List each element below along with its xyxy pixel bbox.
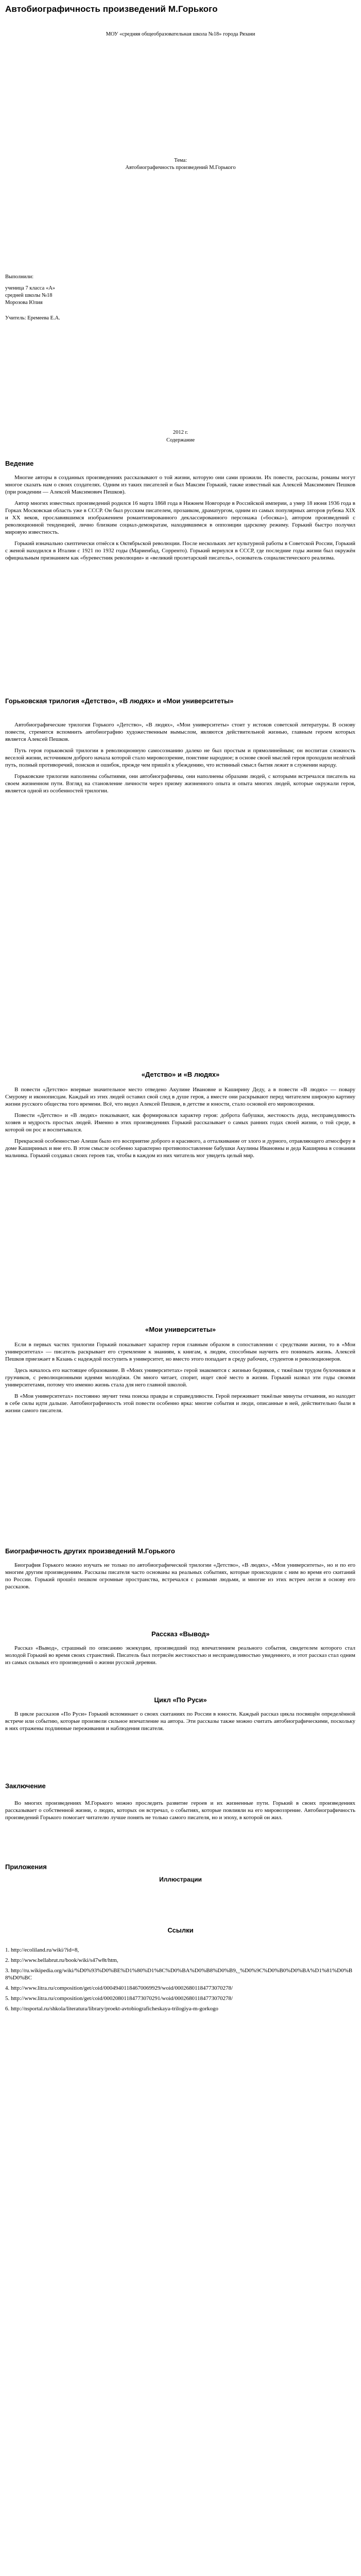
reference-link[interactable]: 5. http://www.litra.ru/composition/get/coid/00020801184773070291/woid/00026801184773070278/ bbox=[5, 1995, 233, 2002]
student-line: Морозова Юлия bbox=[5, 300, 43, 306]
section-body bbox=[5, 1086, 355, 1292]
paragraph: Многие авторы в созданных произведениях рассказывают о той жизни, которую они сами прожили. Их повести, рассказы, романы могут многое сказать нам о своих создателях. Одним из таких писателей и был Максим Горький, также известный как Алексей Максимович Пешков (при рождении — Алексей Максимович Пешков). bbox=[5, 474, 355, 495]
section-heading: Горьковская трилогия «Детство», «В людях» и «Мои университеты» bbox=[5, 697, 234, 705]
reference-link[interactable]: 3. http://ru.wikipedia.org/wiki/%D0%93%D0%BE%D1%80%D1%8C%D0%BA%D0%B8%D0%B9,_%D0%9C%D0%B0%D0%BA%D1%81%D0%B8%D0%BC bbox=[5, 1968, 353, 1981]
section-heading: Рассказ «Вывод» bbox=[151, 1630, 210, 1638]
section-heading: Биографичность других произведений М.Горького bbox=[5, 1547, 175, 1555]
paragraph: Горький изначально скептически отнёсся к Октябрьской революции. После нескольких лет культурной работы в Советской России, Горький с женой находился в Италии с 1921 по 1932 годы (Мариенбад, Сорренто). Горький вернулся в СССР, где последние годы жизни был окружён официальным признанием как «буревестник революции» и «великий пролетарский писатель», основатель социалистического реализма. bbox=[5, 540, 355, 561]
paragraph: В повести «Детство» впервые значительное место отведено Акулине Ивановне и Каширину Деду, а в повести «В людях» — повару Смурому и иконописцам. Каждый из этих людей оставил свой след в душе героя, а вместе они раскрывают перед читателем широкую картину жизни русского общества того времени. Всё, что видел Алексей Пешков, в детстве и юности, стало основой его мировоззрения. bbox=[5, 1087, 355, 1107]
document-title: Автобиографичность произведений М.Горького bbox=[5, 4, 218, 14]
paragraph: Если в первых частях трилогии Горький показывает характер героя главным образом в сопоставлении с средствами жизни, то в «Мои университетах» — писатель раскрывает его стремление к знаниям, к книгам, к людям, способным научить его понимать жизнь. Алексей Пешков приезжает в Казань с надеждой поступить в университет, но вместо этого попадает в среду рабочих, студентов и революционеров. bbox=[5, 1342, 355, 1362]
section-heading: «Мои университеты» bbox=[145, 1326, 216, 1333]
section-heading: Приложения bbox=[5, 1863, 47, 1871]
section-body bbox=[5, 474, 355, 665]
appendix-subheading: Иллюстрации bbox=[159, 1876, 202, 1883]
paragraph: Горьковские трилогии наполнены событиями, они автобиографичны, они наполнены образами людей, с которыми встречался писатель на своем жизненном пути. Взгляд на становление личности через призму жизненного опыта и опыта многих людей, которые окружали героя, является одной из особенностей трилогии. bbox=[5, 773, 355, 794]
paragraph: Путь героя горьковской трилогии в революционную самосознанию далеко не был простым и прямолинейным; он воспитан сложность веселой жизни, источником доброго начала которой стало мировоззрение, поистине народное; в основе своей мыслей героя проходили нелёгкий путь, полный противоречий, поисков и ошибок, прежде чем пришёл к убеждению, что истинный смысл бытия лежит в служении народу. bbox=[5, 748, 355, 768]
performed-label: Выполнили: bbox=[5, 274, 34, 280]
paragraph: Здесь началось его настоящее образование. В «Моих университетах» герой знакомится с жизнью бедняков, с тяжёлым трудом булочников и грузчиков, с революционными идеями молодёжи. Он много читает, спорит, ищет своё место в жизни. Горький назвал эти годы своими университетами, потому что именно жизнь стала для него главной школой. bbox=[5, 1367, 355, 1388]
paragraph: Автор многих известных произведений родился 16 марта 1868 года в Нижнем Новгороде в Российской империи, а умер 18 июня 1936 года в Горках Московская область уже в СССР. Он был русским писателем, прозаиком, драматургом, одним из самых популярных авторов рубежа XIX и XX веков, прославившимся изображением романтизированного деклассированного персонажа («босяка»), автором произведений с революционной тенденцией, лично близким социал-демократам, находившимся в оппозиции царскому режиму. Горький быстро получил мировую известность. bbox=[5, 500, 355, 535]
reference-link[interactable]: 2. http://www.bellabrut.ru/book/wiki/s47w8t/htm, bbox=[5, 1957, 118, 1963]
year: 2012 г. bbox=[173, 430, 188, 435]
theme-text: Автобиографичность произведений М.Горького bbox=[125, 165, 236, 171]
paragraph: Рассказ «Вывод», страшный по описанию экзекуции, произведший под впечатлением реального события, свидетелем которого стал молодой Горький во время своих странствий. Писатель был потрясён жестокостью и несправедливостью увиденного, и этот рассказ стал одним из самых сильных его произведений о жизни русской деревни. bbox=[5, 1645, 355, 1666]
student-line: средней школы №18 bbox=[5, 293, 53, 298]
contents-label: Содержание bbox=[166, 437, 195, 443]
section-body bbox=[5, 1645, 355, 1691]
reference-link[interactable]: 4. http://www.litra.ru/composition/get/coid/00049401184670069929/woid/00026801184773070278/ bbox=[5, 1985, 233, 1991]
section-body bbox=[5, 721, 355, 1041]
paragraph: Повести «Детство» и «В людях» показывают, как формировался характер героя: доброта бабушки, жестокость деда, несправедливость хозяев и мудрость простых людей. Именно в этих произведениях Горький рассказывает о самых ранних годах своей жизни, о той среде, в которой он рос и воспитывался. bbox=[5, 1112, 355, 1133]
section-body bbox=[5, 1710, 355, 1767]
school-name: МОУ «средняя общеобразовательная школа №18» города Рязани bbox=[106, 31, 255, 37]
paragraph: Биография Горького можно изучать не только по автобиографической трилогии «Детство», «В людях», «Мои университеты», но и по его многим другим произведениям. Рассказы писателя часто основаны на реальных событиях, которые происходили с ним во время его скитаний по России. Горький прошёл пешком огромные пространства, встречался с разными людьми, и многие из этих встреч легли в основу его рассказов. bbox=[5, 1562, 355, 1590]
reference-link[interactable]: 6. http://nsportal.ru/shkola/literatura/library/proekt-avtobiograficheskaya-trilogiya-m-gorkogo bbox=[5, 2006, 218, 2012]
section-heading: «Детство» и «В людях» bbox=[141, 1071, 220, 1078]
references-list bbox=[5, 1946, 355, 2015]
theme-label: Тема: bbox=[174, 158, 187, 163]
section-body bbox=[5, 1800, 355, 1846]
section-body bbox=[5, 1341, 355, 1537]
section-heading: Ссылки bbox=[167, 1926, 194, 1934]
reference-link[interactable]: 1. http://ecoliland.ru/wiki/?id=8, bbox=[5, 1947, 79, 1953]
paragraph: Во многих произведениях М.Горького можно проследить развитие героев и их жизненные пути. Горький в своих произведениях рассказывает о собственной жизни, о людях, которых он встречал, о событиях, которые повлияли на его мировоззрение. Автобиографичность произведений Горького помогает читателю лучше понять не только самого писателя, но и эпоху, в которой он жил. bbox=[5, 1800, 355, 1821]
teacher-line: Учитель: Еремеева Е.А. bbox=[5, 315, 60, 321]
section-body bbox=[5, 1562, 355, 1618]
section-heading: Цикл «По Руси» bbox=[154, 1696, 207, 1704]
student-line: ученица 7 класса «А» bbox=[5, 285, 56, 291]
paragraph: Прекрасной особенностью Алеши было его восприятие доброго и красивого, а отталкивание от злого и дурного, отравляющего атмосферу в доме Кашириных и вне его. В этом смысле особенно характерно противопоставление бабушки Акулины Ивановны и деда Каширина в сознании мальчика. Горький создавал своих героев так, чтобы в каждом из них читатель мог увидеть целый мир. bbox=[5, 1138, 355, 1159]
section-heading: Ведение bbox=[5, 460, 34, 467]
paragraph: В «Мои университетах» постоянно звучит тема поиска правды и справедливости. Герой переживает тяжёлые минуты отчаяния, но находит в себе силы идти дальше. Автобиографичность этой повести особенно ярка: многие события и люди, описанные в ней, действительно были в жизни самого писателя. bbox=[5, 1393, 355, 1414]
paragraph: В цикле рассказов «По Руси» Горький вспоминает о своих скитаниях по России в юности. Каждый рассказ цикла посвящён определённой встрече или событию, которые произвели сильное впечатление на автора. Эти рассказы также можно считать автобиографическими, поскольку в них отражены подлинные переживания и наблюдения писателя. bbox=[5, 1711, 355, 1732]
paragraph: Автобиографические трилогия Горького «Детство», «В людях», «Мои университеты» стоит у истоков советской литературы. В основу повести, стремятся вспомнить автобиографию художественным вымыслом, являются действительной жизнью, главным героем которых является Алексей Пешков. bbox=[5, 722, 355, 742]
section-heading: Заключение bbox=[5, 1782, 46, 1790]
